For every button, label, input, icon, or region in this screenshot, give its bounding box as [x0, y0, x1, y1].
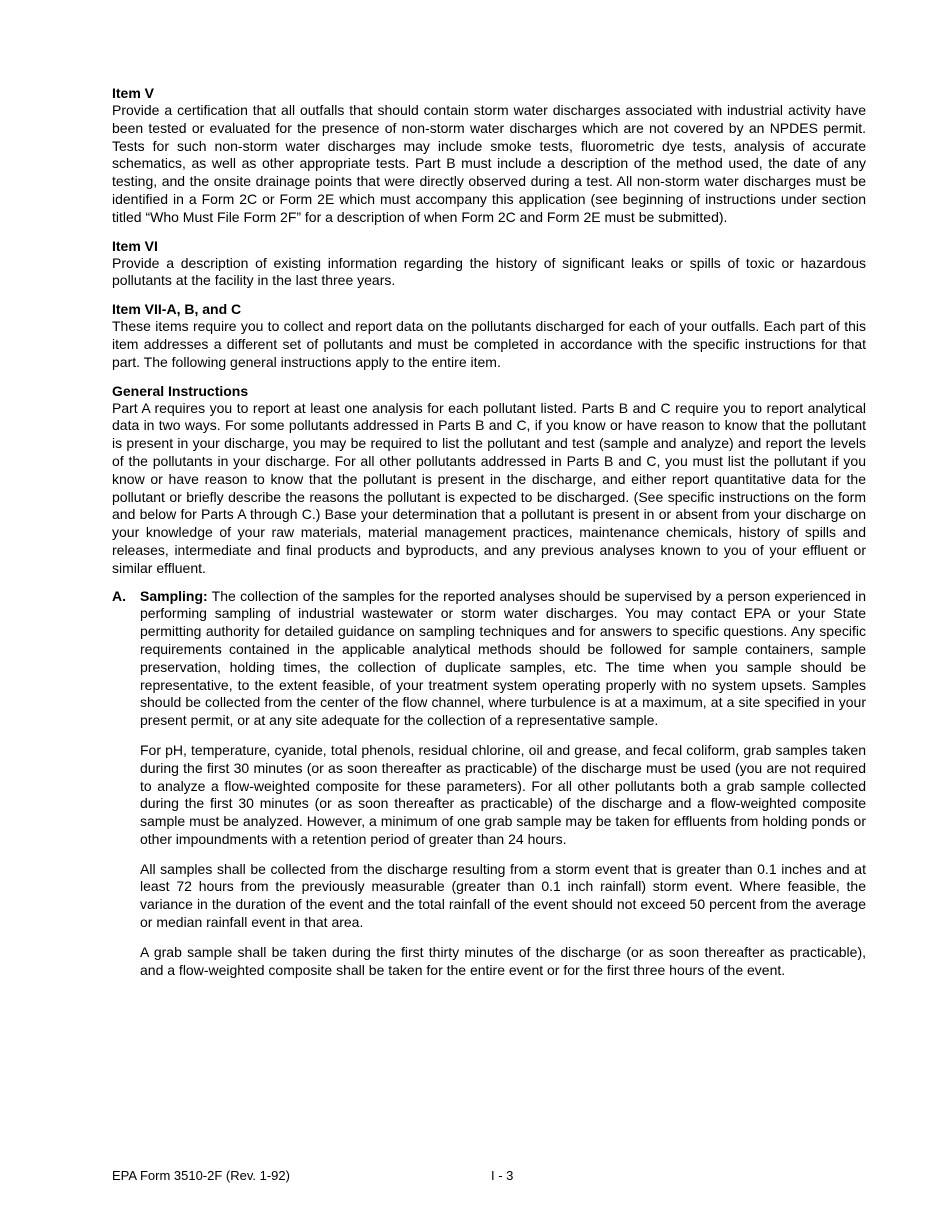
list-body — [140, 588, 866, 992]
section-item-vi — [112, 237, 866, 291]
section-heading: Item VI — [112, 237, 158, 254]
section-item-vii — [112, 300, 866, 371]
section-heading: Item V — [112, 85, 155, 101]
section-body: Provide a description of existing information regarding the history of significant leaks or spills of toxic or hazardous pollutants at the facility in the last three years. — [112, 254, 866, 289]
page-number: I - 3 — [491, 1168, 514, 1183]
section-general-instructions — [112, 382, 866, 578]
form-identifier: EPA Form 3510-2F (Rev. 1-92) — [112, 1168, 290, 1183]
list-item-sampling — [112, 588, 866, 992]
section-item-v — [112, 84, 866, 227]
section-body: These items require you to collect and report data on the pollutants discharged for each of your outfalls. Each part of this item addresses a different set of pollutants and must be completed in accordance with the specific instructions for that part. The following general instructions apply to the entire item. — [112, 318, 866, 370]
section-body: Part A requires you to report at least one analysis for each pollutant listed. Parts B and C require you to report analytical data in two ways. For some pollutants addressed in Parts B and C, if you know or have reason to know that the pollutant is present in your discharge, you may be required to list the pollutant and test (sample and analyze) and report the levels of the pollutants in your discharge. For all other pollutants addressed in Parts B and C, you must list the pollutant if you know or have reason to know that the pollutant is present in the discharge, and either report quantitative data for the pollutant or briefly describe the reasons the pollutant is expected to be discharged. (See specific instructions on the form and below for Parts A through C.) Base your determination that a pollutant is present in or absent from your discharge on your knowledge of your raw materials, material management practices, maintenance chemicals, history of spills and releases, intermediate and final products and byproducts, and any previous analyses known to you of your effluent or similar effluent. — [112, 399, 866, 576]
section-heading: General Instructions — [112, 382, 249, 399]
document-page — [112, 84, 866, 991]
list-marker: A. — [112, 587, 126, 604]
sampling-paragraph-3: All samples shall be collected from the discharge resulting from a storm event that is greater than 0.1 inches and at least 72 hours from the previously measurable (greater than 0.1 inch rainfall) storm event. Where feasible, the variance in the duration of the event and the total rainfall of the event should not exceed 50 percent from the average or median rainfall event in that area. — [140, 860, 866, 931]
sampling-paragraph-4: A grab sample shall be taken during the first thirty minutes of the discharge (or as soon thereafter as practicable), and a flow-weighted composite shall be taken for the entire event or for the first three hours of the event. — [140, 943, 866, 978]
sampling-paragraph-2: For pH, temperature, cyanide, total phenols, residual chlorine, oil and grease, and fecal coliform, grab samples taken during the first 30 minutes (or as soon thereafter as practicable) of the discharge must be used (you are not required to analyze a flow-weighted composite for these parameters). For all other pollutants both a grab sample collected during the first 30 minutes (or as soon thereafter as practicable) of the discharge and a flow-weighted composite sample must be analyzed. However, a minimum of one grab sample may be taken for effluents from holding ponds or other impoundments with a retention period of greater than 24 hours. — [140, 741, 866, 847]
sampling-lead: Sampling: — [140, 587, 208, 604]
section-heading: Item VII-A, B, and C — [112, 301, 242, 318]
sampling-paragraph-1 — [140, 588, 866, 730]
section-body: Provide a certification that all outfalls that should contain storm water discharges associated with industrial activity have been tested or evaluated for the presence of non-storm water discharges which are not covered by an NPDES permit. Tests for such non-storm water discharges may include smoke tests, fluorometric dye tests, analysis of accurate schematics, as well as other appropriate tests. Part B must include a description of the method used, the date of any testing, and the onsite drainage points that were directly observed during a test. All non-storm water discharges must be identified in a Form 2C or Form 2E which must accompany this application (see beginning of instructions under section titled “Who Must File Form 2F” for a description of when Form 2C and Form 2E must be submitted). — [112, 102, 866, 225]
sampling-text: The collection of the samples for the reported analyses should be supervised by a person experienced in performing sampling of industrial wastewater or storm water discharges. You may contact EPA or your State permitting authority for detailed guidance on sampling techniques and for answers to specific questions. Any specific requirements contained in the applicable analytical methods should be followed for sample containers, sample preservation, holding times, the collection of duplicate samples, etc. The time when you sample should be representative, to the extent feasible, of your treatment system operating properly with no system upsets. Samples should be collected from the center of the flow channel, where turbulence is at a maximum, at a site specified in your present permit, or at any site adequate for the collection of a representative sample. — [140, 587, 866, 729]
